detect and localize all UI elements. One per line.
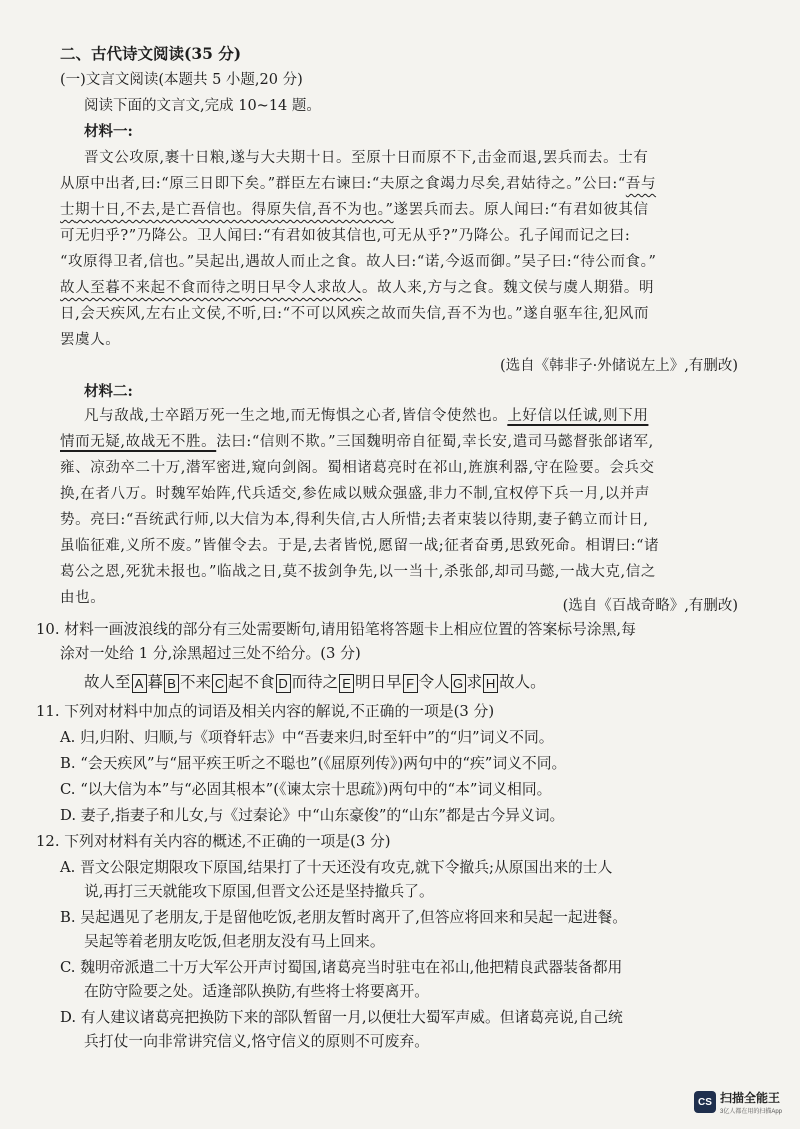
wavy-segment	[60, 202, 394, 218]
q12-option-a-cont: 说,再打三天就能攻下原国,但晋文公还是坚持撤兵了。	[84, 883, 434, 900]
answer-box-f[interactable]: F	[403, 674, 418, 693]
q12-option-d[interactable]: D. 有人建议诸葛亮把换防下来的部队暂留一月,以便壮大蜀军声威。但诸葛亮说,自己统	[60, 1009, 623, 1026]
sentence-segment: 而待之	[291, 673, 339, 691]
q10-stem: 10. 材料一画波浪线的部分有三处需要断句,请用铅笔将答题卡上相应位置的答案标号涂黑,每	[36, 621, 636, 638]
underlined-segment: 上好信以任诚,则下用	[507, 408, 649, 424]
material2-line: 势。亮曰:“吾统武行师,以大信为本,得利失信,古人所惜;去者束装以待期,妻子鹤立而计日,	[60, 512, 649, 528]
material2-source: (选自《百战奇略》,有删改)	[562, 598, 738, 614]
material1-line: 可无归乎?”乃降公。卫人闻曰:“有君如彼其信也,可无从乎?”乃降公。孔子闻而记之曰:	[60, 228, 631, 244]
camscanner-logo-icon: CS	[694, 1091, 716, 1113]
wavy-segment: 故人至暮不来起不食而待之明日早令人求故人	[60, 280, 362, 296]
q11-option-b[interactable]: B. “会天疾风”与“屈平疾王听之不聪也”(《屈原列传》)两句中的“疾”词义不同。	[60, 755, 567, 772]
material1-text: 从原中出者,曰:“原三日即下矣。”群臣左右谏曰:“夫原之食竭力尽矣,君姑待之。”公曰:“	[60, 176, 626, 192]
answer-box-b[interactable]: B	[164, 674, 179, 693]
sentence-segment: 故人。	[499, 673, 546, 691]
sentence-segment: 求	[466, 673, 483, 691]
material2-line: 虽临征难,义所不废。”皆催令去。于是,去者皆悦,愿留一战;征者奋勇,思致死命。相谓曰:“诸	[60, 538, 660, 554]
q10-sentence	[84, 672, 546, 693]
watermark-name: 扫描全能王	[719, 1091, 780, 1105]
answer-box-d[interactable]: D	[276, 674, 291, 693]
material1-label: 材料一:	[84, 123, 133, 140]
q11-stem: 11. 下列对材料中加点的词语及相关内容的解说,不正确的一项是(3 分)	[36, 703, 495, 720]
q12-option-a[interactable]: A. 晋文公限定期限攻下原国,结果打了十天还没有攻克,就下令撤兵;从原国出来的士人	[60, 859, 613, 876]
q11-option-d[interactable]: D. 妻子,指妻子和儿女,与《过秦论》中“山东豪俊”的“山东”都是古今异义词。	[60, 807, 565, 824]
material2-line: 换,在者八万。时魏军始阵,代兵适交,参佐咸以贼众强盛,非力不制,宜权停下兵一月,以并声	[60, 486, 650, 502]
material1-line: “攻原得卫者,信也。”吴起出,遇故人而止之食。故人曰:“诺,今返而御。”吴子曰:“待公而食。”	[60, 254, 657, 270]
material2-line	[60, 432, 654, 452]
material1-source: (选自《韩非子·外储说左上》,有删改)	[499, 358, 738, 374]
q11-option-a[interactable]: A. 归,归附、归顺,与《项脊轩志》中“吾妻来归,时至轩中”的“归”词义不同。	[60, 729, 554, 746]
q12-stem: 12. 下列对材料有关内容的概述,不正确的一项是(3 分)	[36, 833, 391, 850]
answer-box-g[interactable]: G	[451, 674, 466, 693]
wavy-text: 士	[60, 202, 76, 218]
material1-line: 罢虞人。	[60, 332, 121, 348]
sentence-segment: 不来	[180, 673, 212, 691]
answer-box-h[interactable]: H	[483, 674, 498, 693]
material2-line: 葛公之恩,死犹未报也。”临战之日,莫不拔剑争先,以一当十,杀张郃,却司马懿,一战大克,信之	[60, 564, 656, 580]
sentence-segment: 故人至	[84, 673, 131, 691]
material1-line: 晋文公攻原,裹十日粮,遂与大夫期十日。至原十日而原不下,击金而退,罢兵而去。士有	[84, 150, 649, 166]
q12-option-c-cont: 在防守险要之处。适逢部队换防,有些将士将要离开。	[84, 983, 430, 1000]
watermark-tagline: 3亿人都在用的扫描App	[719, 1109, 782, 1115]
answer-box-c[interactable]: C	[212, 674, 227, 693]
material2-text: 法曰:“信则不欺。”三国魏明帝自征蜀,幸长安,遣司马懿督张郃诸军,	[216, 434, 654, 450]
material2-text: 凡与敌战,士卒蹈万死一生之地,而无悔惧之心者,皆信令使然也。	[84, 408, 508, 424]
material2-label: 材料二:	[84, 383, 133, 400]
material1-line	[60, 278, 654, 298]
q10-stem: 涂对一处给 1 分,涂黑超过三处不给分。(3 分)	[60, 645, 361, 662]
instruction: 阅读下面的文言文,完成 10~14 题。	[84, 98, 321, 114]
q11-option-c[interactable]: C. “以大信为本”与“必固其根本”(《谏太宗十思疏》)两句中的“本”词义相同。	[60, 781, 552, 798]
underlined-segment: 情而无疑,故战无不胜。	[60, 434, 217, 450]
material1-line	[60, 200, 649, 220]
material2-line: 由也。	[60, 590, 106, 606]
material1-line: 日,会天疾风,左右止文侯,不听,曰:“不可以风疾之故而失信,吾不为也。”遂自驱车往,犯风而	[60, 306, 650, 322]
sentence-segment: 暮	[147, 673, 164, 691]
q12-option-b[interactable]: B. 吴起遇见了老朋友,于是留他吃饭,老朋友暂时离开了,但答应将回来和吴起一起进餐。	[60, 909, 628, 926]
section-subheading: (一)文言文阅读(本题共 5 小题,20 分)	[60, 72, 303, 88]
wavy-text: 期十日,不去,是亡吾信也。得原失信,吾不为也。”	[75, 202, 394, 218]
q12-option-c[interactable]: C. 魏明帝派遣二十万大军公开声讨蜀国,诸葛亮当时驻屯在祁山,他把精良武器装备都用	[60, 959, 623, 976]
material2-line: 雍、凉劲卒二十万,潜军密进,窥向剑阁。蜀相诸葛亮时在祁山,旌旗利器,守在险要。会兵交	[60, 460, 655, 476]
answer-box-e[interactable]: E	[339, 674, 354, 693]
answer-box-a[interactable]: A	[132, 674, 147, 693]
material2-line	[84, 406, 648, 426]
material1-text: 遂罢兵而去。原人闻曰:“有君如彼其信	[393, 202, 649, 218]
q12-option-b-cont: 吴起等着老朋友吃饭,但老朋友没有马上回来。	[84, 933, 385, 950]
sentence-segment: 明日早	[355, 673, 402, 691]
wavy-segment: 吾与	[625, 176, 657, 192]
material1-line	[60, 174, 656, 194]
q12-option-d-cont: 兵打仗一向非常讲究信义,恪守信义的原则不可废弃。	[84, 1033, 430, 1050]
scanner-watermark	[694, 1089, 782, 1115]
section-heading: 二、古代诗文阅读(35 分)	[60, 44, 242, 63]
sentence-segment: 令人	[418, 673, 450, 691]
material1-text: 。故人来,方与之食。魏文侯与虞人期猎。明	[362, 280, 655, 296]
sentence-segment: 起不食	[228, 673, 275, 691]
